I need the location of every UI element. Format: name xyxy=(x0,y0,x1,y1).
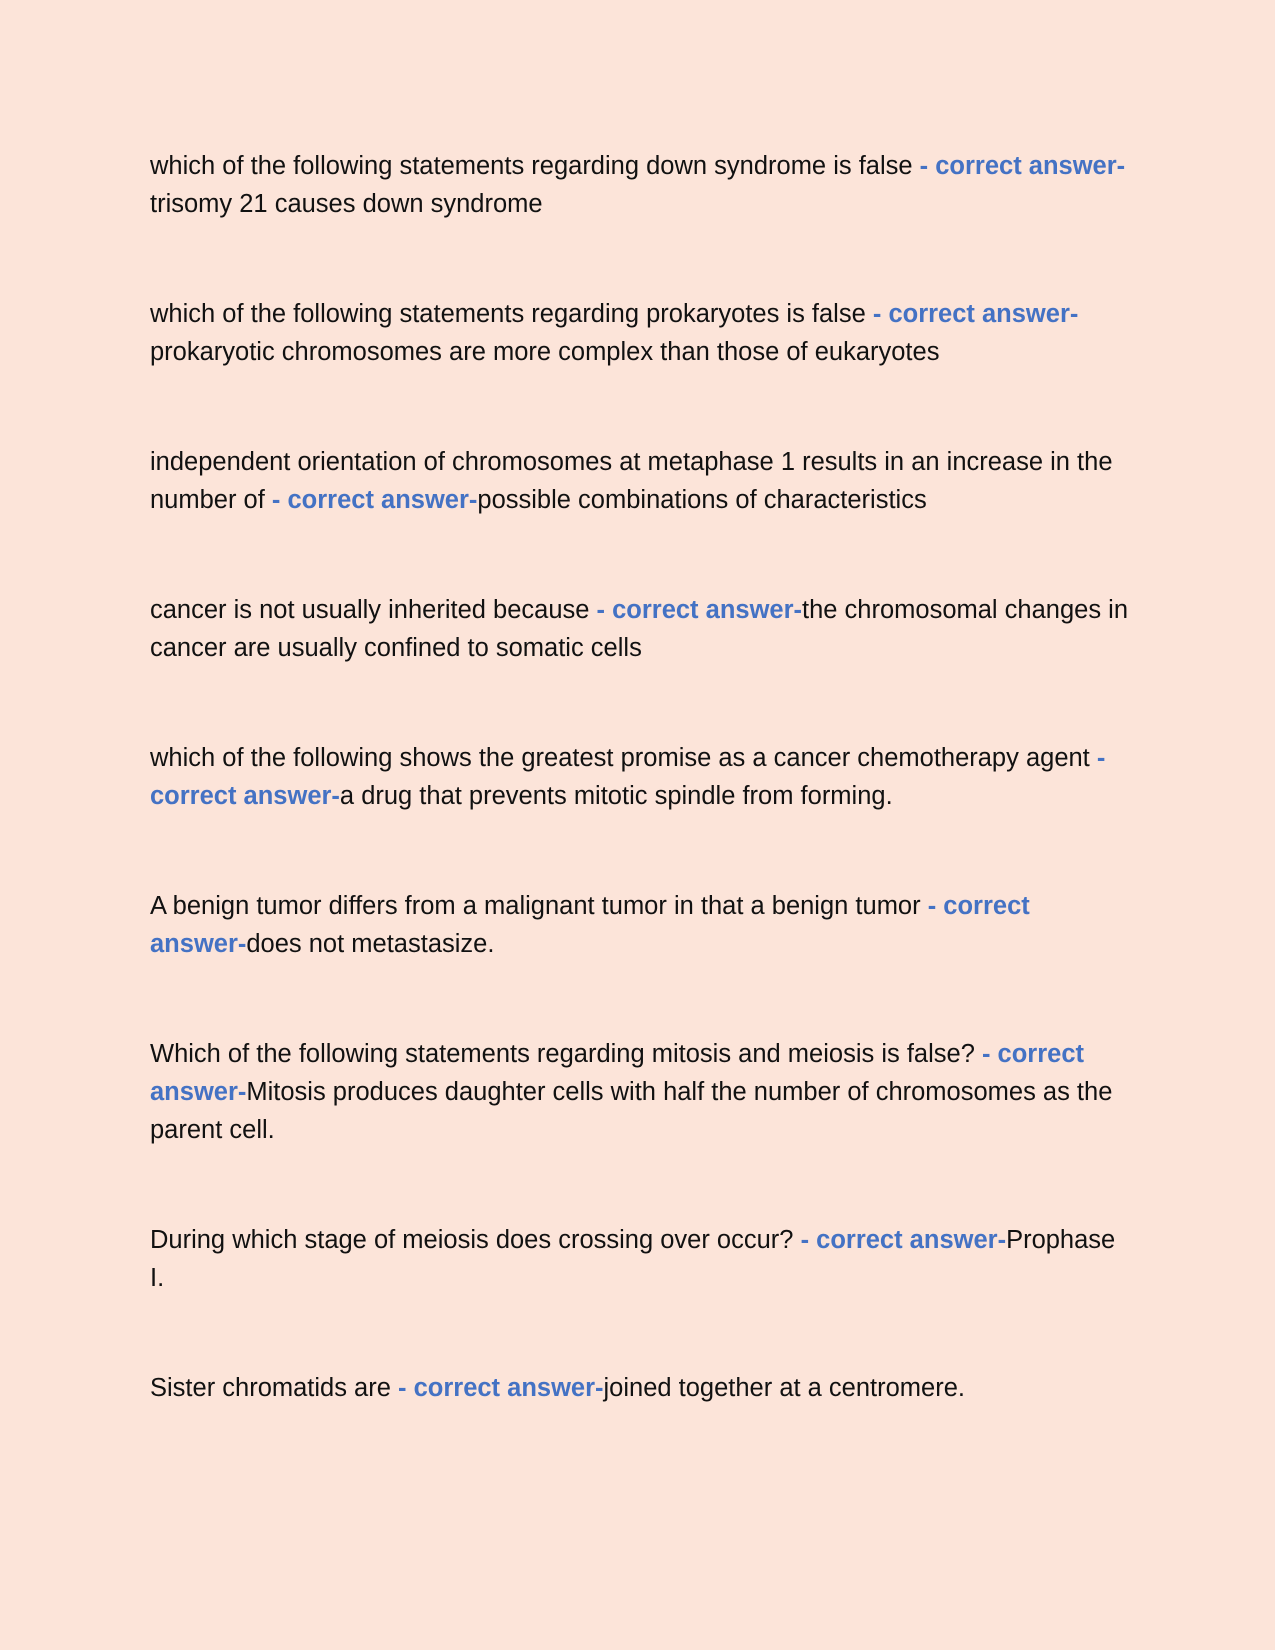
question-text: Sister chromatids are xyxy=(150,1374,399,1402)
question-text: During which stage of meiosis does crossing over occur? xyxy=(150,1226,801,1254)
answer-text: the chromosomal changes in cancer are usually confined to somatic cells xyxy=(150,596,1129,662)
qa-item-4 xyxy=(150,591,1132,667)
qa-item-5 xyxy=(150,739,1132,815)
correct-answer-label: - correct answer- xyxy=(800,1226,1007,1254)
correct-answer-label: - correct answer- xyxy=(919,152,1126,180)
question-text: which of the following statements regarding prokaryotes is false xyxy=(150,300,873,328)
answer-text: Mitosis produces daughter cells with half the number of chromosomes as the parent cell. xyxy=(150,1078,1113,1144)
qa-item-6 xyxy=(150,887,1132,963)
question-text: Which of the following statements regarding mitosis and meiosis is false? xyxy=(150,1040,982,1068)
question-text: independent orientation of chromosomes at metaphase 1 results in an increase in the number of xyxy=(150,448,1113,514)
correct-answer-label: - correct answer- xyxy=(872,300,1079,328)
answer-text: trisomy 21 causes down syndrome xyxy=(150,190,543,218)
answer-text: a drug that prevents mitotic spindle from forming. xyxy=(339,782,893,810)
correct-answer-label: - correct answer- xyxy=(271,486,478,514)
qa-item-8 xyxy=(150,1221,1132,1297)
correct-answer-label: - correct answer- xyxy=(398,1374,604,1402)
question-text: which of the following shows the greatest promise as a cancer chemotherapy agent xyxy=(150,744,1097,772)
correct-answer-label: - correct answer- xyxy=(150,1040,1085,1106)
qa-item-9 xyxy=(150,1369,1132,1407)
document-page xyxy=(150,147,1132,1479)
question-text: cancer is not usually inherited because xyxy=(150,596,597,624)
answer-text: possible combinations of characteristics xyxy=(477,486,927,514)
answer-text: prokaryotic chromosomes are more complex than those of eukaryotes xyxy=(150,338,940,366)
qa-item-3 xyxy=(150,443,1132,519)
question-text: which of the following statements regarding down syndrome is false xyxy=(150,152,920,180)
question-text: A benign tumor differs from a malignant tumor in that a benign tumor xyxy=(150,892,928,920)
qa-item-2 xyxy=(150,295,1132,371)
answer-text: joined together at a centromere. xyxy=(603,1374,965,1402)
qa-item-1 xyxy=(150,147,1132,223)
qa-item-7 xyxy=(150,1035,1132,1149)
correct-answer-label: - correct answer- xyxy=(596,596,803,624)
answer-text: does not metastasize. xyxy=(246,930,495,958)
correct-answer-label: - correct answer- xyxy=(150,744,1106,810)
correct-answer-label: - correct answer- xyxy=(150,892,1030,958)
answer-text: Prophase I. xyxy=(150,1226,1116,1292)
